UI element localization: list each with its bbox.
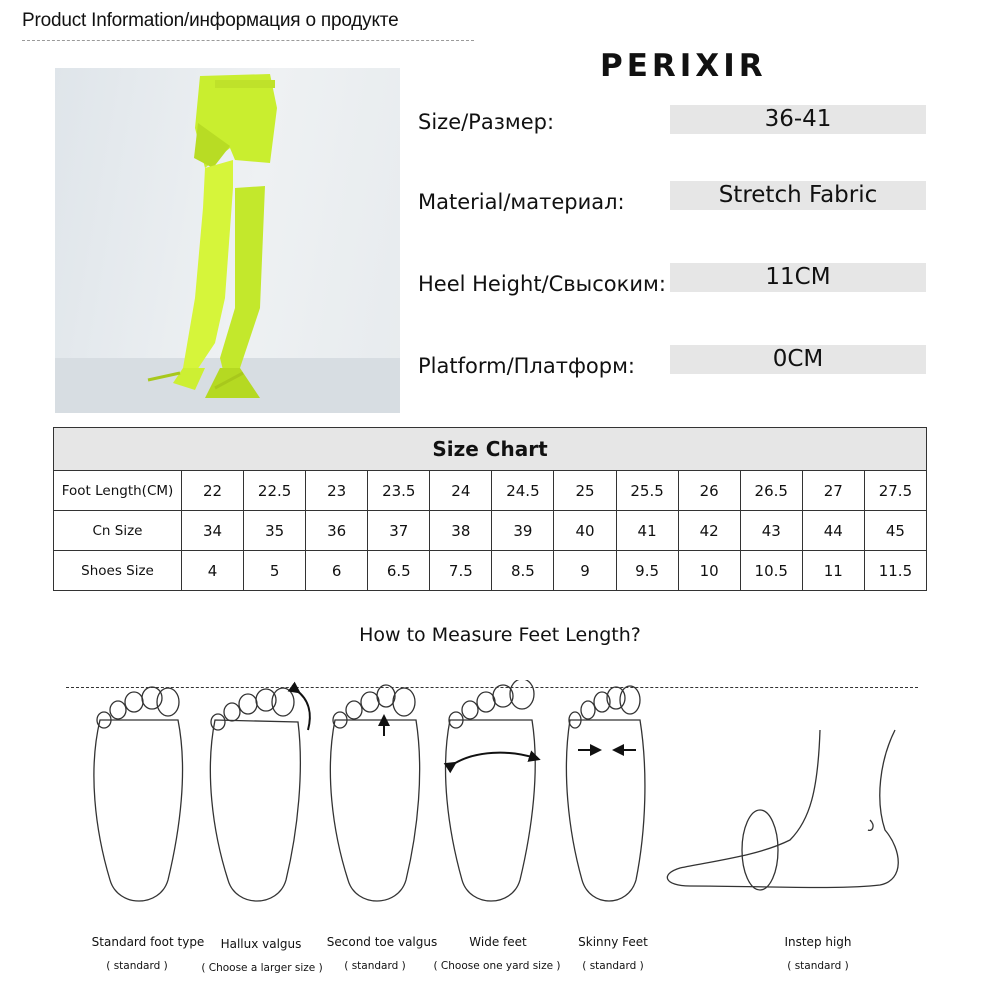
table-cell: 25.5 <box>616 471 678 511</box>
spec-label-heel-height: Heel Height/Свысоким: <box>418 272 666 296</box>
foot-note-instep-high: ( standard ) <box>787 960 849 972</box>
foot-note-standard: ( standard ) <box>106 960 168 972</box>
foot-label-standard: Standard foot type <box>91 935 205 949</box>
spec-value-heel-height: 11CM <box>670 263 926 292</box>
table-cell: 36 <box>306 511 368 551</box>
row-header-cn-size: Cn Size <box>54 511 182 551</box>
table-cell: 27.5 <box>864 471 926 511</box>
table-cell: 35 <box>244 511 306 551</box>
hallux-valgus-foot-icon <box>210 688 309 901</box>
brand-logo: PERIXIR <box>600 48 767 84</box>
table-cell: 27 <box>802 471 864 511</box>
standard-foot-icon <box>94 687 183 901</box>
spec-label-material: Material/материал: <box>418 190 625 214</box>
foot-note-wide-feet: ( Choose one yard size ) <box>433 960 561 972</box>
table-cell: 34 <box>182 511 244 551</box>
table-cell: 41 <box>616 511 678 551</box>
table-cell: 9.5 <box>616 551 678 591</box>
table-cell: 37 <box>368 511 430 551</box>
table-cell: 38 <box>430 511 492 551</box>
neon-boot-illustration <box>55 68 400 413</box>
foot-label-skinny-feet: Skinny Feet <box>578 935 648 949</box>
table-cell: 11 <box>802 551 864 591</box>
table-cell: 45 <box>864 511 926 551</box>
spec-label-platform: Platform/Платформ: <box>418 354 636 378</box>
table-cell: 5 <box>244 551 306 591</box>
table-cell: 40 <box>554 511 616 551</box>
table-cell: 26 <box>678 471 740 511</box>
table-cell: 39 <box>492 511 554 551</box>
spec-value-platform: 0CM <box>670 345 926 374</box>
foot-label-instep-high: Instep high <box>784 935 852 949</box>
wide-foot-icon <box>446 680 536 901</box>
table-cell: 11.5 <box>864 551 926 591</box>
foot-note-skinny-feet: ( standard ) <box>582 960 644 972</box>
table-cell: 25 <box>554 471 616 511</box>
table-cell: 7.5 <box>430 551 492 591</box>
table-cell: 43 <box>740 511 802 551</box>
table-cell: 24 <box>430 471 492 511</box>
foot-note-second-toe-valgus: ( standard ) <box>344 960 406 972</box>
instep-high-foot-icon <box>667 730 898 890</box>
table-cell: 10 <box>678 551 740 591</box>
product-photo <box>55 68 400 413</box>
foot-label-wide-feet: Wide feet <box>469 935 527 949</box>
skinny-foot-icon <box>566 686 645 901</box>
foot-label-hallux-valgus: Hallux valgus <box>220 937 302 951</box>
table-cell: 10.5 <box>740 551 802 591</box>
size-chart-title: Size Chart <box>54 428 927 471</box>
table-row <box>54 511 927 551</box>
second-toe-valgus-foot-icon <box>330 685 419 901</box>
table-cell: 24.5 <box>492 471 554 511</box>
table-cell: 23.5 <box>368 471 430 511</box>
table-row <box>54 551 927 591</box>
size-chart-table <box>53 427 927 591</box>
table-cell: 44 <box>802 511 864 551</box>
table-cell: 6.5 <box>368 551 430 591</box>
table-cell: 8.5 <box>492 551 554 591</box>
table-cell: 26.5 <box>740 471 802 511</box>
table-cell: 23 <box>306 471 368 511</box>
feet-diagrams <box>0 680 1000 920</box>
spec-value-size: 36-41 <box>670 105 926 134</box>
row-header-shoes-size: Shoes Size <box>54 551 182 591</box>
page-header-title: Product Information/информация о продукте <box>22 10 399 31</box>
measure-section-title: How to Measure Feet Length? <box>359 624 641 646</box>
foot-label-second-toe-valgus: Second toe valgus <box>326 935 438 949</box>
foot-note-hallux-valgus: ( Choose a larger size ) <box>201 962 323 974</box>
table-cell: 4 <box>182 551 244 591</box>
table-cell: 42 <box>678 511 740 551</box>
header-divider <box>22 40 474 41</box>
table-cell: 6 <box>306 551 368 591</box>
table-cell: 22 <box>182 471 244 511</box>
spec-label-size: Size/Размер: <box>418 110 555 134</box>
table-row <box>54 471 927 511</box>
table-cell: 22.5 <box>244 471 306 511</box>
table-cell: 9 <box>554 551 616 591</box>
row-header-foot-length: Foot Length(CM) <box>54 471 182 511</box>
spec-value-material: Stretch Fabric <box>670 181 926 210</box>
